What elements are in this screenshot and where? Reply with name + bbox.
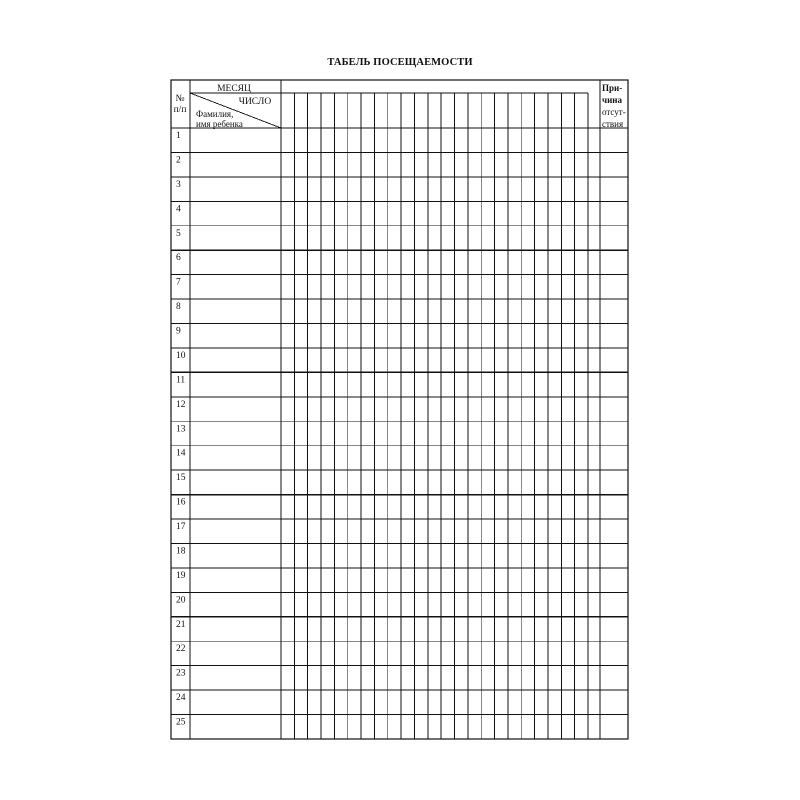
absence-reason-header-line1: При-: [602, 83, 623, 93]
row-number: 2: [176, 155, 181, 166]
row-number: 7: [176, 277, 181, 288]
row-number: 1: [176, 131, 181, 141]
row-number: 14: [176, 448, 186, 459]
row-number: 6: [176, 253, 181, 264]
row-number: 24: [176, 693, 186, 704]
row-number: 10: [176, 350, 186, 361]
row-number: 5: [176, 228, 181, 239]
row-number: 17: [176, 522, 186, 533]
row-number: 3: [176, 179, 181, 190]
row-number: 12: [176, 399, 186, 410]
month-header: МЕСЯЦ: [217, 84, 251, 94]
row-number: 9: [176, 326, 181, 337]
row-number: 13: [176, 424, 186, 435]
row-number: 25: [176, 717, 186, 728]
row-number: 8: [176, 302, 181, 313]
child-name-header-line1: Фамилия,: [196, 109, 234, 119]
row-number: 19: [176, 570, 186, 581]
row-number: 18: [176, 546, 186, 557]
row-number: 21: [176, 619, 186, 630]
row-number: 15: [176, 473, 186, 484]
row-number-header-line1: №: [175, 94, 185, 104]
page-title: ТАБЕЛЬ ПОСЕЩАЕМОСТИ: [327, 57, 473, 68]
row-number: 4: [176, 204, 181, 215]
row-number-header-line2: п/п: [173, 105, 187, 115]
absence-reason-header-line4: ствия: [602, 119, 624, 129]
child-name-header-line2: имя ребенка: [196, 119, 243, 129]
row-number: 22: [176, 644, 186, 655]
row-number: 23: [176, 668, 186, 679]
row-number: 16: [176, 497, 186, 508]
row-number: 20: [176, 595, 186, 606]
absence-reason-header-line2: чина: [602, 95, 622, 105]
row-numbers: [176, 131, 186, 728]
row-number: 11: [176, 375, 186, 386]
day-header: ЧИСЛО: [238, 97, 272, 107]
table-grid: [171, 80, 628, 739]
absence-reason-header-line3: отсут-: [602, 107, 626, 117]
table-frame: [171, 80, 628, 739]
